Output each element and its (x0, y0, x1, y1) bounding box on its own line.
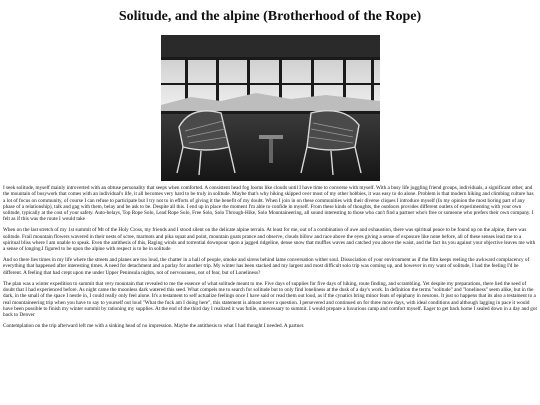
article-paragraph: When on the last stretch of my 1st summit of Mt of the Holy Cross, my friends and I stood silent on the delicate alpine terrain. At least for me, out of a combination of awe and exhaustion, there was spiritual peace to be found up on the alpine, there was solitude. Frail mountain flowers wavered in their nests of scree, marmots and pika squat and point, mountain goats prance and observe, clouds billow and race above the eyes giving a sense of exposure like none before, all of these senses lead me to a spiritual bliss where I am unable to speak. Even the antithesis of this, Raging winds and torrential downpour upon a jagged ridgeline, dense snow that muffles waves and catched you above the waist, and the fact its you against your objective leaves me with a sense of longing.I figured to be upon the alpine with respect is to be in solitude (3, 227, 536, 253)
photo-chairs-by-window-icon (161, 35, 380, 181)
article-paragraph: Contemplation on the trip afterward left me with a sinking head of no impression. Maybe the antithesis to what I had thought I needed. A partner. (3, 323, 305, 330)
article-photo (161, 35, 380, 181)
article-paragraph: And so there lies times in my life where the streets and planes are too loud, the chatter in a hall of people, smoke and sirens behind lame conversation wither soul. Dissociation of your environment as if the film keeps reeling the awkward complacency of everything that happened after interesting times. A need for detachment and a parlay for another trip. My winter has been stacked and my largest and most difficult solo trip was coming up, and however in my want of solitude, I had the feeling I'd be different. A feeling that had crept upon me under Upper Peninsula nights, not of nervousness, not of fear, but of Loneliness? (3, 257, 530, 276)
page-title: Solitude, and the alpine (Brotherhood of the Rope) (118, 9, 422, 24)
article-paragraph: I seek solitude, myself mainly introverted with an obtuse personality that seeps when comforted. A consistent head fog looms like clouds until I have time to converse with myself. With a busy life juggling friend groups, individuals, a significant other, and the mountain of busywork that comes with an individual's life, it all becomes very hard to be truly in solitude. Maybe that's why hiking skipped over most of my other hobbies, it was easy to do alone. Problem is that modern hiking and climbing culture has a lot of focus on community, of course I can refuse to participate but I try not to in efforts of giving it the benefit of my doubt. When I join in on these communities with their diverse cliques I introduce myself (In my opinion the most boring part of any phase of a relationship), talk and gag with them, belay and be ask to be. Despite all this. I end up in place the moment I'm able to confide in myself. From these kinds of thoughts, the outdoors provides different outlets of experimenting with your own solitude, typically at the cost of your safety. Auto-belays, Top Rope Solo, Lead Rope Solo, Free Solo, Solo Through-Hike, Solo Mountaineering, all sound interesting to those who can't find a partner who's free or someone who prefers their own company. I felt as if this was the route I would take (3, 185, 534, 223)
article-body (3, 185, 537, 334)
article-paragraph: The plan was a winter expedition to summit that very mountain that revealed to me the essence of what solitude meant to me. Five days of supplies for five days of hiking, route finding, and scrambling. Yet despite my preparations, there lied the seed of doubt that I had experienced before. As night came the moonless dark watered this seed. What compels me to search for solitude but to only find loneliness at the dusk of a day's work. In definition the terms "solitude" and "loneliness" seem alike, but in the dark, in the small of the space I nestle in, I could really only feel alone. It's a testament to self actualize feelings once I have said or read them out loud, as if the cynatics bring minor feats of epiphany in neurons. It just so happens that its also a testament to a real mountaineering trip when you have to say to yourself out loud "What the fuck am I doing here", this statement is almost never a question. I persevered and continued on for three more days, with ideal conditions and although lagging in pace it would have been possible to finish my winter summit by rationing my supplies. At the end of the third day I realized it was futile, unnecessary to summit. I would prepare a luxurious camp and comfort myself. Eager to get back home I sealed down in a day and got back to Denver (3, 280, 537, 319)
